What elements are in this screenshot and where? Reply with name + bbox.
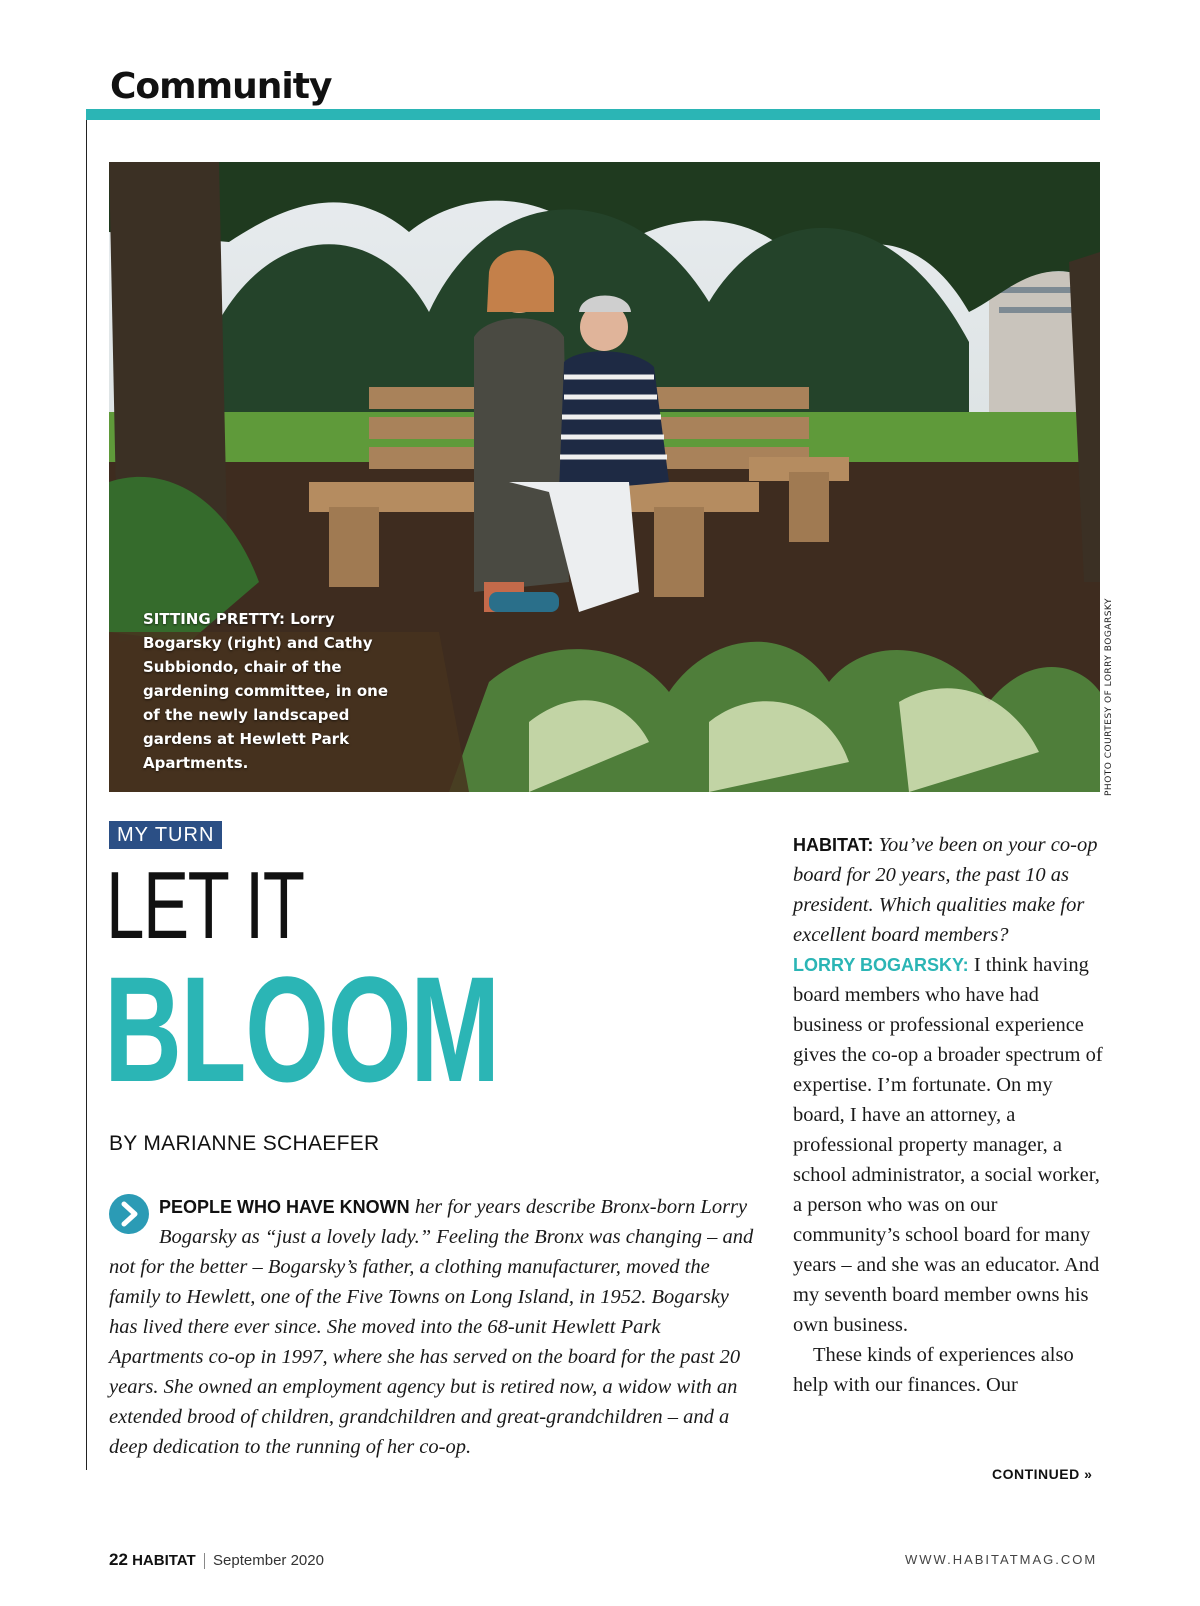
header-rule <box>86 109 1100 120</box>
photo-credit: PHOTO COURTESY OF LORRY BOGARSKY <box>1104 598 1114 796</box>
intro-text: her for years describe Bronx-born Lorry Bogarsky as “just a lovely lady.” Feeling the Bronx was changing – and not for the better – Bogarsky’s father, a clothing manufacturer, moved the family to Hewlett, one of the Five Towns on Long Island, in 1952. Bogarsky has lived there ever since. She moved into the 68-unit Hewlett Park Apartments co-op in 1997, where she has served on the board for the past 20 years. She owned an employment agency but is retired now, a widow with an extended brood of children, grandchildren and great-grandchildren – and a deep dedication to the running of her co-op. <box>109 1196 754 1458</box>
byline: BY MARIANNE SCHAEFER <box>109 1132 380 1155</box>
continued-link: CONTINUED » <box>992 1466 1093 1482</box>
left-margin-rule <box>86 120 87 1470</box>
intro-lead: PEOPLE WHO HAVE KNOWN <box>159 1197 410 1217</box>
folio-divider <box>204 1553 205 1569</box>
answer-paragraph-2: These kinds of experiences also help with our finances. Our <box>793 1344 1074 1396</box>
chevron-right-icon <box>109 1194 149 1234</box>
issue-date: September 2020 <box>213 1552 324 1569</box>
section-title: Community <box>110 66 332 107</box>
article-kicker: MY TURN <box>109 821 222 849</box>
answer-text: I think having board members who have had business or professional experience gives the co-op a broader spectrum of expertise. I’m fortunate. On my board, I have an attorney, a professional property manager, a school administrator, a social worker, a person who was on our community’s school board for many years – and she was an educator. And my seventh board member owns his own business. <box>793 954 1103 1336</box>
answer-label: LORRY BOGARSKY: <box>793 955 969 975</box>
headline-line-1: LET IT <box>106 852 304 959</box>
photo-caption: SITTING PRETTY: Lorry Bogarsky (right) and Cathy Subbiondo, chair of the gardening committee, in one of the newly landscaped gardens at Hewlett Park Apartments. <box>143 610 389 772</box>
headline-line-2: BLOOM <box>104 945 499 1113</box>
article-intro <box>109 1192 759 1462</box>
footer-folio <box>109 1550 324 1570</box>
page-number: 22 <box>109 1550 128 1569</box>
website-url: WWW.HABITATMAG.COM <box>905 1552 1098 1567</box>
interview-column <box>793 830 1105 1400</box>
question-label: HABITAT: <box>793 835 874 855</box>
magazine-name: HABITAT <box>132 1552 196 1569</box>
question-text: You’ve been on your co-op board for 20 years, the past 10 as president. Which qualities make for excellent board members? <box>793 834 1098 946</box>
article-photo <box>109 162 1100 792</box>
